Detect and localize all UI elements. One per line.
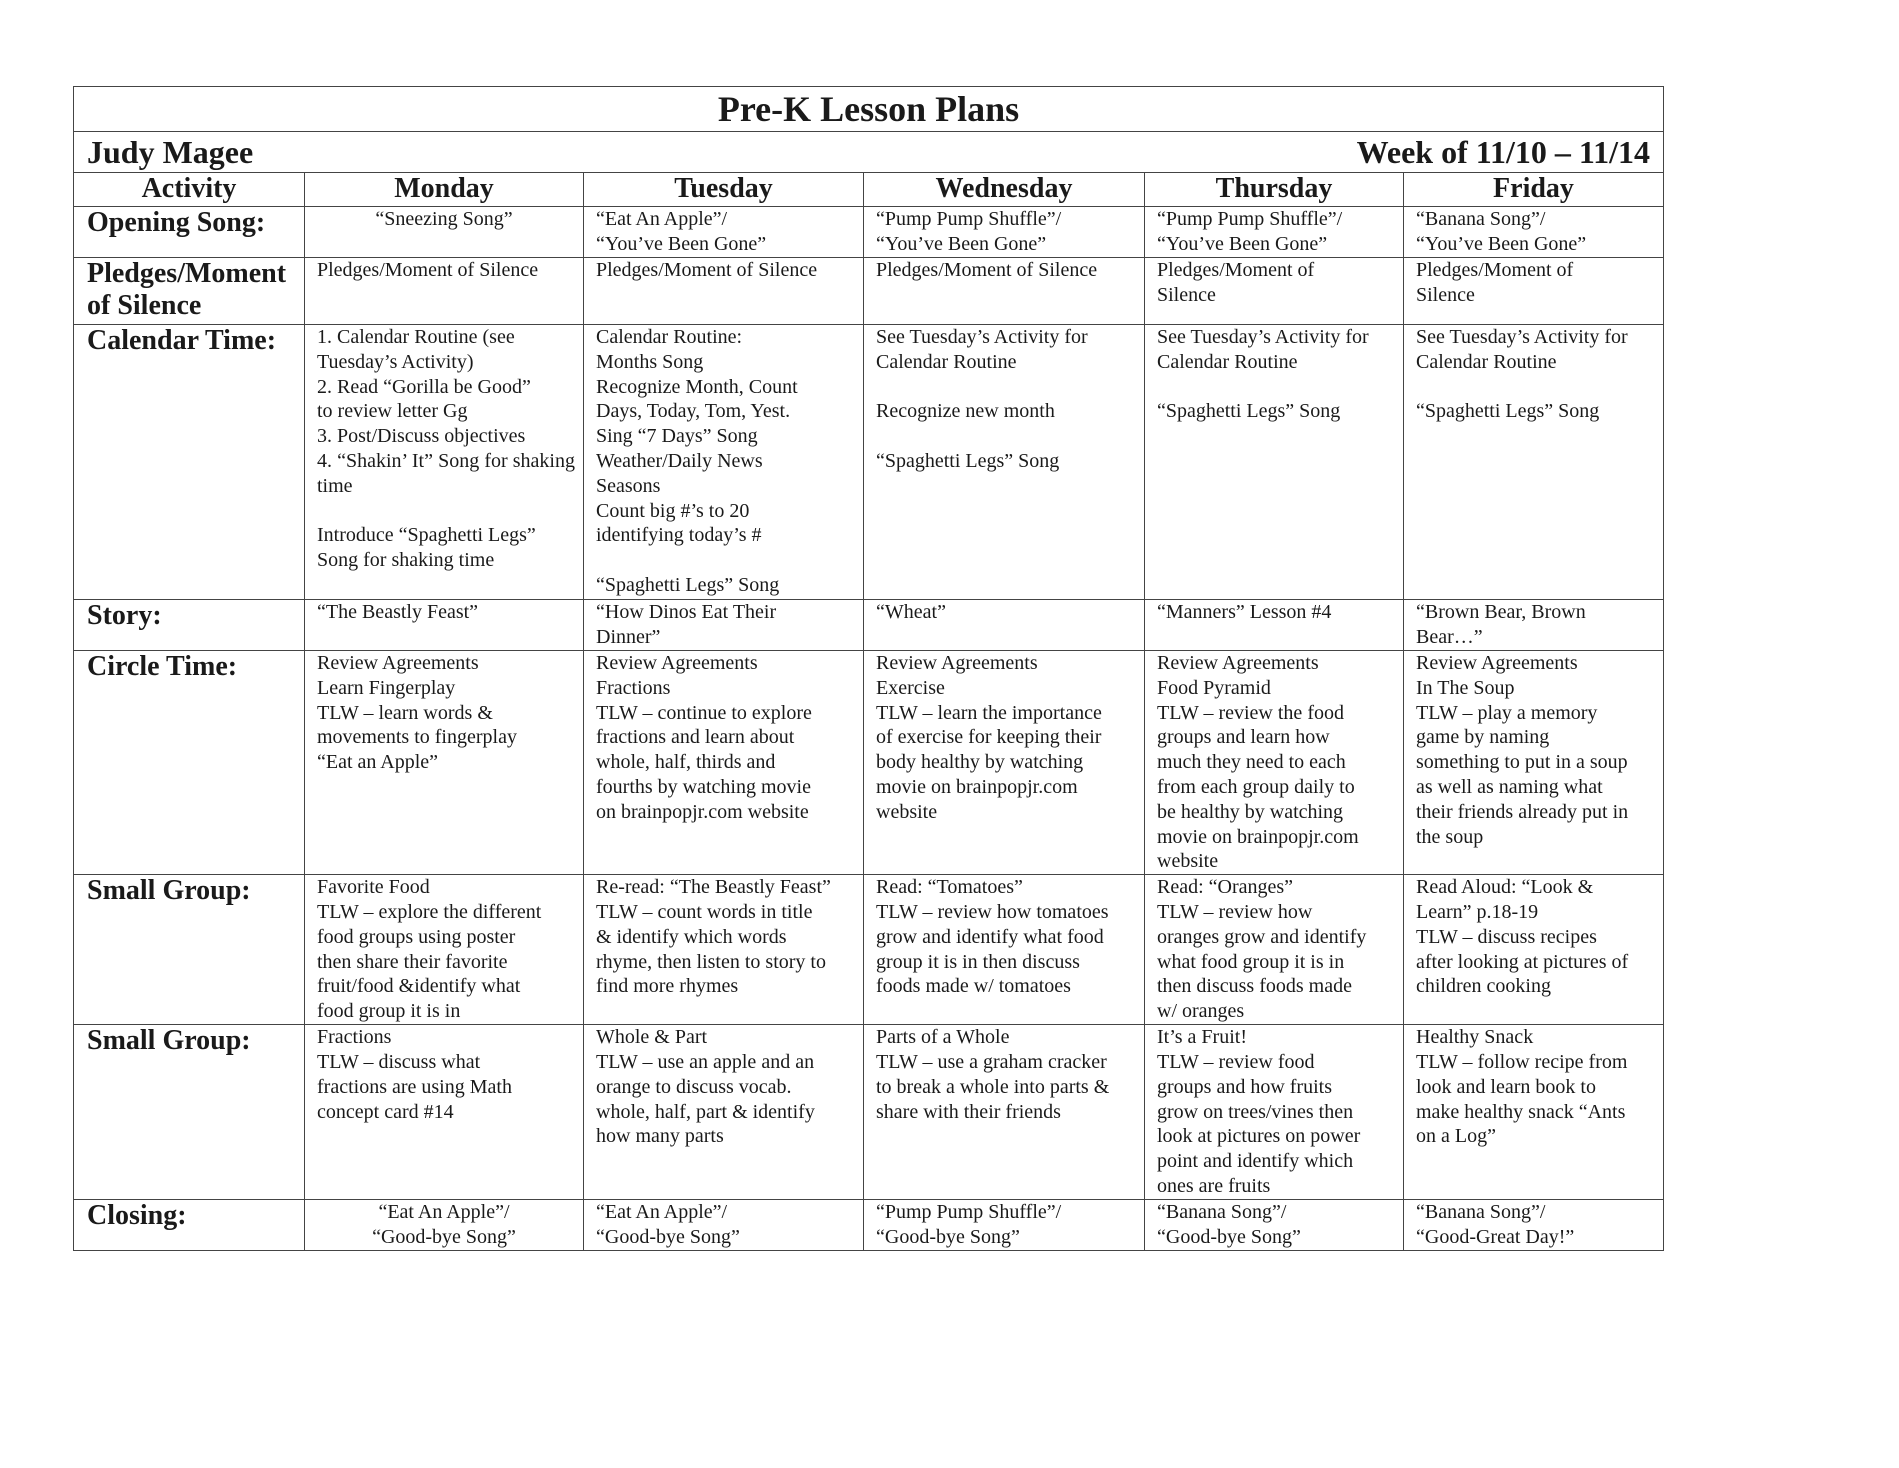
cell-wednesday: Pledges/Moment of Silence [864, 258, 1145, 325]
cell-thursday: “Manners” Lesson #4 [1145, 600, 1404, 651]
header-monday: Monday [305, 173, 584, 207]
activity-label: Calendar Time: [74, 325, 305, 600]
cell-thursday: “Pump Pump Shuffle”/ “You’ve Been Gone” [1145, 207, 1404, 258]
cell-wednesday: “Wheat” [864, 600, 1145, 651]
header-wednesday: Wednesday [864, 173, 1145, 207]
cell-thursday: Review Agreements Food Pyramid TLW – review the food groups and learn how much they need to each from each group daily to be healthy by watching movie on brainpopjr.com website [1145, 651, 1404, 875]
activity-label: Small Group: [74, 1025, 305, 1200]
row-small-group-1 [74, 875, 1664, 1025]
cell-wednesday: “Pump Pump Shuffle”/ “You’ve Been Gone” [864, 207, 1145, 258]
cell-tuesday: Pledges/Moment of Silence [584, 258, 864, 325]
header-tuesday: Tuesday [584, 173, 864, 207]
cell-thursday: It’s a Fruit! TLW – review food groups and how fruits grow on trees/vines then look at pictures on power point and identify which ones are fruits [1145, 1025, 1404, 1200]
row-story [74, 600, 1664, 651]
row-opening-song [74, 207, 1664, 258]
cell-thursday: Pledges/Moment of Silence [1145, 258, 1404, 325]
row-calendar-time [74, 325, 1664, 600]
page-title: Pre-K Lesson Plans [717, 89, 1020, 129]
cell-tuesday: “Eat An Apple”/ “You’ve Been Gone” [584, 207, 864, 258]
cell-monday: Pledges/Moment of Silence [305, 258, 584, 325]
cell-monday: Favorite Food TLW – explore the different food groups using poster then share their favorite fruit/food &identify what food group it is in [305, 875, 584, 1025]
teacher-week-row [74, 132, 1664, 173]
cell-monday: “Eat An Apple”/ “Good-bye Song” [305, 1200, 584, 1251]
cell-tuesday: Re-read: “The Beastly Feast” TLW – count words in title & identify which words rhyme, then listen to story to find more rhymes [584, 875, 864, 1025]
cell-friday: “Banana Song”/ “You’ve Been Gone” [1404, 207, 1664, 258]
cell-thursday: See Tuesday’s Activity for Calendar Routine “Spaghetti Legs” Song [1145, 325, 1404, 600]
row-circle-time [74, 651, 1664, 875]
cell-tuesday: “Eat An Apple”/ “Good-bye Song” [584, 1200, 864, 1251]
header-thursday: Thursday [1145, 173, 1404, 207]
cell-friday: See Tuesday’s Activity for Calendar Routine “Spaghetti Legs” Song [1404, 325, 1664, 600]
row-closing [74, 1200, 1664, 1251]
cell-monday: Fractions TLW – discuss what fractions are using Math concept card #14 [305, 1025, 584, 1200]
activity-label: Circle Time: [74, 651, 305, 875]
row-pledges [74, 258, 1664, 325]
cell-friday: Healthy Snack TLW – follow recipe from look and learn book to make healthy snack “Ants on a Log” [1404, 1025, 1664, 1200]
title-row [74, 87, 1664, 132]
cell-monday: Review Agreements Learn Fingerplay TLW – learn words & movements to fingerplay “Eat an Apple” [305, 651, 584, 875]
cell-wednesday: See Tuesday’s Activity for Calendar Routine Recognize new month “Spaghetti Legs” Song [864, 325, 1145, 600]
activity-label: Closing: [74, 1200, 305, 1251]
cell-wednesday: Read: “Tomatoes” TLW – review how tomatoes grow and identify what food group it is in then discuss foods made w/ tomatoes [864, 875, 1145, 1025]
cell-friday: Pledges/Moment of Silence [1404, 258, 1664, 325]
header-row [74, 173, 1664, 207]
cell-tuesday: Review Agreements Fractions TLW – continue to explore fractions and learn about whole, half, thirds and fourths by watching movie on brainpopjr.com website [584, 651, 864, 875]
cell-friday: Review Agreements In The Soup TLW – play a memory game by naming something to put in a soup as well as naming what their friends already put in the soup [1404, 651, 1664, 875]
cell-thursday: “Banana Song”/ “Good-bye Song” [1145, 1200, 1404, 1251]
cell-monday: “Sneezing Song” [305, 207, 584, 258]
cell-wednesday: Parts of a Whole TLW – use a graham cracker to break a whole into parts & share with their friends [864, 1025, 1145, 1200]
lesson-plan-table [73, 86, 1664, 1251]
cell-friday: “Brown Bear, Brown Bear…” [1404, 600, 1664, 651]
cell-thursday: Read: “Oranges” TLW – review how oranges grow and identify what food group it is in then discuss foods made w/ oranges [1145, 875, 1404, 1025]
cell-tuesday: “How Dinos Eat Their Dinner” [584, 600, 864, 651]
activity-label: Small Group: [74, 875, 305, 1025]
header-activity: Activity [74, 173, 305, 207]
row-small-group-2 [74, 1025, 1664, 1200]
header-friday: Friday [1404, 173, 1664, 207]
cell-monday: “The Beastly Feast” [305, 600, 584, 651]
activity-label: Pledges/Moment of Silence [74, 258, 305, 325]
cell-wednesday: “Pump Pump Shuffle”/ “Good-bye Song” [864, 1200, 1145, 1251]
cell-wednesday: Review Agreements Exercise TLW – learn the importance of exercise for keeping their body healthy by watching movie on brainpopjr.com website [864, 651, 1145, 875]
cell-friday: “Banana Song”/ “Good-Great Day!” [1404, 1200, 1664, 1251]
cell-tuesday: Whole & Part TLW – use an apple and an orange to discuss vocab. whole, half, part & identify how many parts [584, 1025, 864, 1200]
activity-label: Story: [74, 600, 305, 651]
cell-monday: 1. Calendar Routine (see Tuesday’s Activity) 2. Read “Gorilla be Good” to review letter Gg 3. Post/Discuss objectives 4. “Shakin’ It” Song for shaking time Introduce “Spaghetti Legs” Song for shaking time [305, 325, 584, 600]
cell-tuesday: Calendar Routine: Months Song Recognize Month, Count Days, Today, Tom, Yest. Sing “7 Days” Song Weather/Daily News Seasons Count big #’s to 20 identifying today’s # “Spaghetti Legs” Song [584, 325, 864, 600]
teacher-name: Judy Magee [87, 134, 254, 170]
cell-friday: Read Aloud: “Look & Learn” p.18-19 TLW – discuss recipes after looking at pictures of children cooking [1404, 875, 1664, 1025]
week-range: Week of 11/10 – 11/14 [1356, 134, 1650, 170]
activity-label: Opening Song: [74, 207, 305, 258]
